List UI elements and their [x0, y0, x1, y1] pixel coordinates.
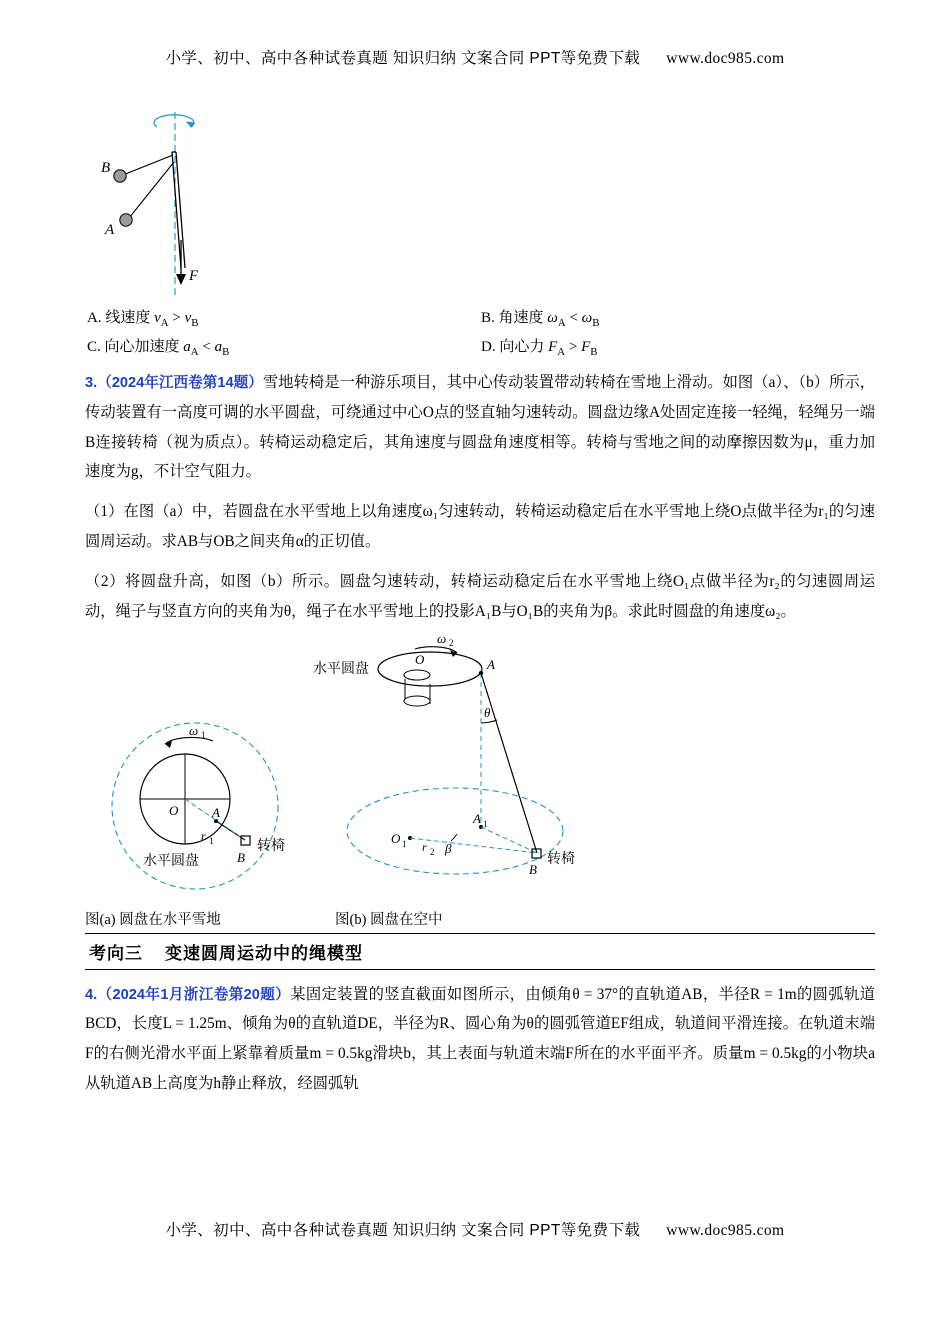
option-D[interactable] [481, 335, 875, 358]
question-3 [85, 368, 875, 487]
figure-2-svg [85, 631, 875, 903]
option-B-sym2: ω [581, 310, 593, 326]
option-D-key: D. [481, 339, 496, 355]
option-D-sym2: F [581, 339, 591, 355]
option-D-sub2: B [590, 346, 598, 358]
question-4-number: 4.（2024年1月浙江卷第20题） [85, 986, 291, 1003]
figure2-label-beta: β [445, 840, 452, 856]
option-B-sub2: B [592, 317, 600, 329]
footer-url: www.doc985.com [666, 1222, 785, 1239]
question-4 [85, 980, 875, 1099]
option-C-rel: < [198, 339, 215, 355]
option-A[interactable] [85, 306, 481, 329]
figure2-label-A-a: A [212, 804, 220, 820]
option-C[interactable] [85, 335, 481, 358]
option-A-sub2: B [191, 317, 199, 329]
option-row-2 [85, 335, 875, 358]
option-A-sym2: v [184, 310, 192, 326]
figure2-label-A-b: A [487, 656, 495, 672]
figure2-chair-label-a: 转椅 [257, 836, 285, 853]
figure2-label-r2: r [422, 839, 427, 854]
figure2-label-r1: r [201, 828, 206, 843]
option-B-text: 角速度 [498, 310, 548, 326]
figure2-chair-label-b: 转椅 [547, 849, 575, 866]
header-url: www.doc985.com [666, 50, 785, 67]
figure-2-caption-b: 图(b) 圆盘在空中 [335, 911, 443, 928]
option-C-sub2: B [222, 346, 230, 358]
figure-2-captions [85, 908, 875, 930]
option-A-text: 线速度 [105, 310, 155, 326]
figure2-label-B-a: B [237, 849, 245, 865]
section-prefix: 考向三 [89, 943, 143, 963]
figure2-label-O-a: O [169, 802, 179, 818]
option-A-key: A. [87, 310, 102, 326]
figure2-label-O1: O [391, 830, 401, 846]
figure2-label-O-b: O [415, 651, 425, 667]
option-B-sub1: A [557, 317, 566, 329]
option-A-rel: > [168, 310, 185, 326]
question-3-part-2: （2）将圆盘升高，如图（b）所示。圆盘匀速转动，转椅运动稳定后在水平雪地上绕O₁点做半径为r₂的匀速圆周运动，绳子与竖直方向的夹角为θ，绳子在水平雪地上的投影A₁B与O₁B的夹角为β。求此时圆盘的角速度ω₂。 [85, 572, 875, 620]
figure1-label-F: F [189, 268, 199, 284]
section-heading [85, 933, 875, 970]
document-content [85, 100, 875, 1099]
figure2-omega1: ω [189, 722, 199, 738]
page-header [0, 46, 950, 68]
option-list [85, 306, 875, 358]
figure2-label-r2-sub: 2 [430, 846, 435, 857]
section-title: 变速圆周运动中的绳模型 [165, 943, 363, 963]
figure2-omega2: ω [437, 630, 447, 646]
figure1-label-A: A [105, 222, 115, 238]
question-4-body: 某固定装置的竖直截面如图所示，由倾角θ = 37°的直轨道AB，半径R = 1m的圆弧轨道BCD，长度L = 1.25m、倾角为θ的直轨道DE，半径为R、圆心角为θ的圆弧管道EF组成，轨道间平滑连接。在轨道末端F的右侧光滑水平面上紧靠着质量m = 0.5kg滑块b，其上表面与轨道末端F所在的水平面平齐。质量m = 0.5kg的小物块a从轨道AB上高度为h静止释放，经圆弧轨 [85, 985, 875, 1093]
figure2-label-A1: A [473, 810, 481, 826]
question-3-body: 雪地转椅是一种游乐项目，其中心传动装置带动转椅在雪地上滑动。如图（a）、（b）所示，传动装置有一高度可调的水平圆盘，可绕通过中心O点的竖直轴匀速转动。圆盘边缘A处固定连接一轻绳，轻绳另一端B连接转椅（视为质点）。转椅运动稳定后，其角速度与圆盘角速度相等。转椅与雪地之间的动摩擦因数为μ，重力加速度为g，不计空气阻力。 [85, 374, 876, 481]
figure1-label-B: B [101, 160, 111, 176]
figure2-label-A1-sub: 1 [483, 818, 488, 829]
option-A-sub1: A [160, 317, 169, 329]
option-row-1 [85, 306, 875, 329]
figure-2-caption-a: 图(a) 圆盘在水平雪地 [85, 911, 221, 928]
option-D-rel: > [565, 339, 582, 355]
option-D-sym1: F [548, 339, 558, 355]
option-C-text: 向心加速度 [104, 339, 184, 355]
option-C-sym1: a [183, 339, 191, 355]
figure2-omega2-sub: 2 [449, 637, 454, 648]
figure2-omega1-sub: 1 [201, 729, 206, 740]
option-C-key: C. [87, 339, 101, 355]
figure2-label-theta: θ [484, 704, 491, 720]
question-3-number: 3.（2024年江西卷第14题） [85, 375, 263, 391]
option-D-text: 向心力 [499, 339, 549, 355]
figure2-disk-label-a: 水平圆盘 [143, 851, 199, 868]
figure2-disk-label-b: 水平圆盘 [313, 659, 369, 676]
figure-snow-chair [85, 630, 875, 928]
footer-text: 小学、初中、高中各种试卷真题 知识归纳 文案合同 PPT等免费下载 [165, 1222, 641, 1239]
option-B-sym1: ω [547, 310, 558, 326]
option-D-sub1: A [557, 346, 566, 358]
option-C-sub1: A [190, 346, 199, 358]
page-footer [0, 1218, 950, 1240]
figure2-label-r1-sub: 1 [209, 835, 214, 846]
figure-conical-pendulum [95, 100, 395, 300]
option-C-sym2: a [214, 339, 223, 355]
option-B[interactable] [481, 306, 875, 329]
figure2-label-O1-sub: 1 [402, 838, 407, 849]
figure-1-svg [95, 100, 395, 300]
header-text: 小学、初中、高中各种试卷真题 知识归纳 文案合同 PPT等免费下载 [165, 50, 641, 67]
question-3-part-1: （1）在图（a）中，若圆盘在水平雪地上以角速度ω₁匀速转动，转椅运动稳定后在水平雪地上绕O点做半径为r₁的匀速圆周运动。求AB与OB之间夹角α的正切值。 [85, 503, 875, 551]
option-B-rel: < [565, 310, 582, 326]
figure2-label-B-b: B [529, 861, 537, 877]
option-A-sym1: v [154, 310, 161, 326]
option-B-key: B. [481, 310, 495, 326]
